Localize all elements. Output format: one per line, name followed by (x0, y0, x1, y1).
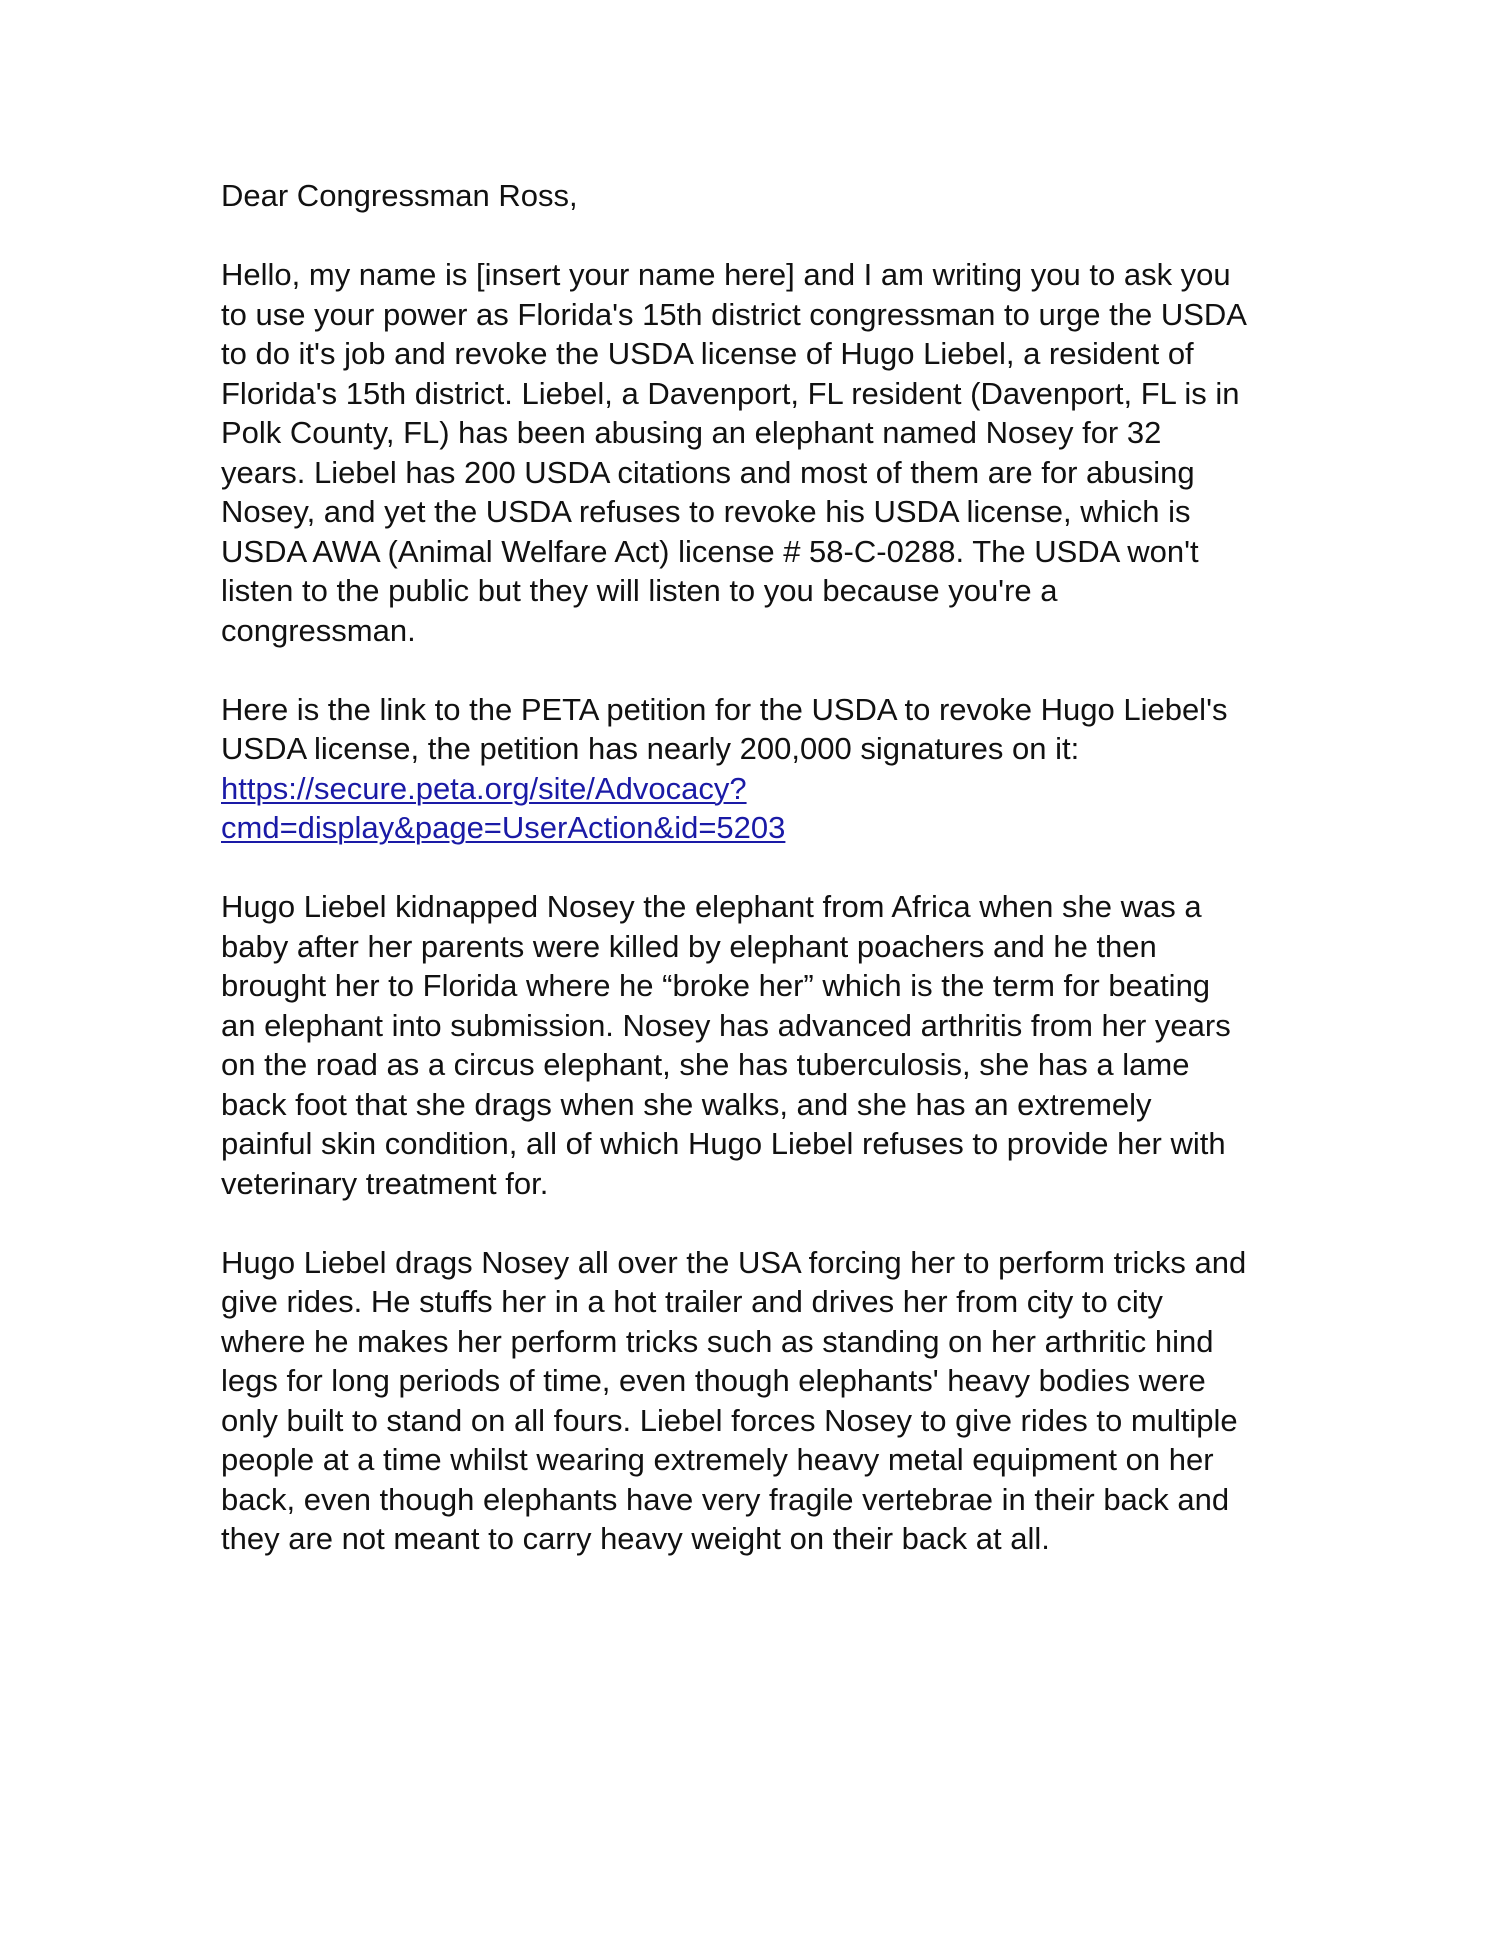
text-line: on the road as a circus elephant, she has tuberculosis, she has a lame (221, 1047, 1190, 1082)
paragraph-introduction (221, 255, 1301, 650)
text-line: USDA AWA (Animal Welfare Act) license # 58-C-0288. The USDA won't (221, 533, 1199, 569)
text-line: where he makes her perform tricks such as standing on her arthritic hind (221, 1323, 1214, 1359)
petition-link-line-2[interactable]: cmd=display&page=UserAction&id=5203 (221, 810, 786, 845)
text-line: to use your power as Florida's 15th district congressman to urge the USDA (221, 296, 1247, 332)
paragraph-kidnapping (221, 887, 1301, 1203)
text-line: Florida's 15th district. Liebel, a Davenport, FL resident (Davenport, FL is in (221, 375, 1240, 411)
letter-body (221, 176, 1301, 1598)
text-line: Polk County, FL) has been abusing an elephant named Nosey for 32 (221, 415, 1162, 450)
text-line: painful skin condition, all of which Hugo Liebel refuses to provide her with (221, 1126, 1226, 1161)
text-line: only built to stand on all fours. Liebel forces Nosey to give rides to multiple (221, 1402, 1238, 1438)
text-line: veterinary treatment for. (221, 1165, 549, 1201)
text-line: legs for long periods of time, even though elephants' heavy bodies were (221, 1363, 1206, 1398)
text-line: USDA license, the petition has nearly 200,000 signatures on it: (221, 731, 1080, 766)
petition-link-line-1[interactable]: https://secure.peta.org/site/Advocacy? (221, 770, 747, 806)
text-line: baby after her parents were killed by elephant poachers and he then (221, 928, 1157, 964)
text-line: Hello, my name is [insert your name here] and I am writing you to ask you (221, 257, 1231, 292)
salutation: Dear Congressman Ross, (221, 178, 578, 213)
text-line: people at a time whilst wearing extremely heavy metal equipment on her (221, 1442, 1214, 1477)
paragraph-touring (221, 1243, 1301, 1559)
text-line: an elephant into submission. Nosey has advanced arthritis from her years (221, 1007, 1231, 1043)
text-line: brought her to Florida where he “broke her” which is the term for beating (221, 968, 1211, 1003)
paragraph-petition (221, 690, 1301, 848)
text-line: years. Liebel has 200 USDA citations and most of them are for abusing (221, 454, 1195, 490)
text-line: they are not meant to carry heavy weight on their back at all. (221, 1521, 1050, 1556)
salutation-paragraph (221, 176, 1301, 216)
text-line: Nosey, and yet the USDA refuses to revoke his USDA license, which is (221, 494, 1191, 529)
text-line: Hugo Liebel drags Nosey all over the USA forcing her to perform tricks and (221, 1244, 1247, 1280)
text-line: Hugo Liebel kidnapped Nosey the elephant from Africa when she was a (221, 889, 1202, 924)
text-line: back, even though elephants have very fragile vertebrae in their back and (221, 1481, 1230, 1517)
text-line: listen to the public but they will listen to you because you're a (221, 573, 1058, 608)
text-line: back foot that she drags when she walks, and she has an extremely (221, 1086, 1152, 1122)
text-line: congressman. (221, 612, 416, 648)
text-line: to do it's job and revoke the USDA license of Hugo Liebel, a resident of (221, 336, 1194, 371)
text-line: give rides. He stuffs her in a hot trailer and drives her from city to city (221, 1284, 1163, 1319)
text-line: Here is the link to the PETA petition for the USDA to revoke Hugo Liebel's (221, 691, 1228, 727)
